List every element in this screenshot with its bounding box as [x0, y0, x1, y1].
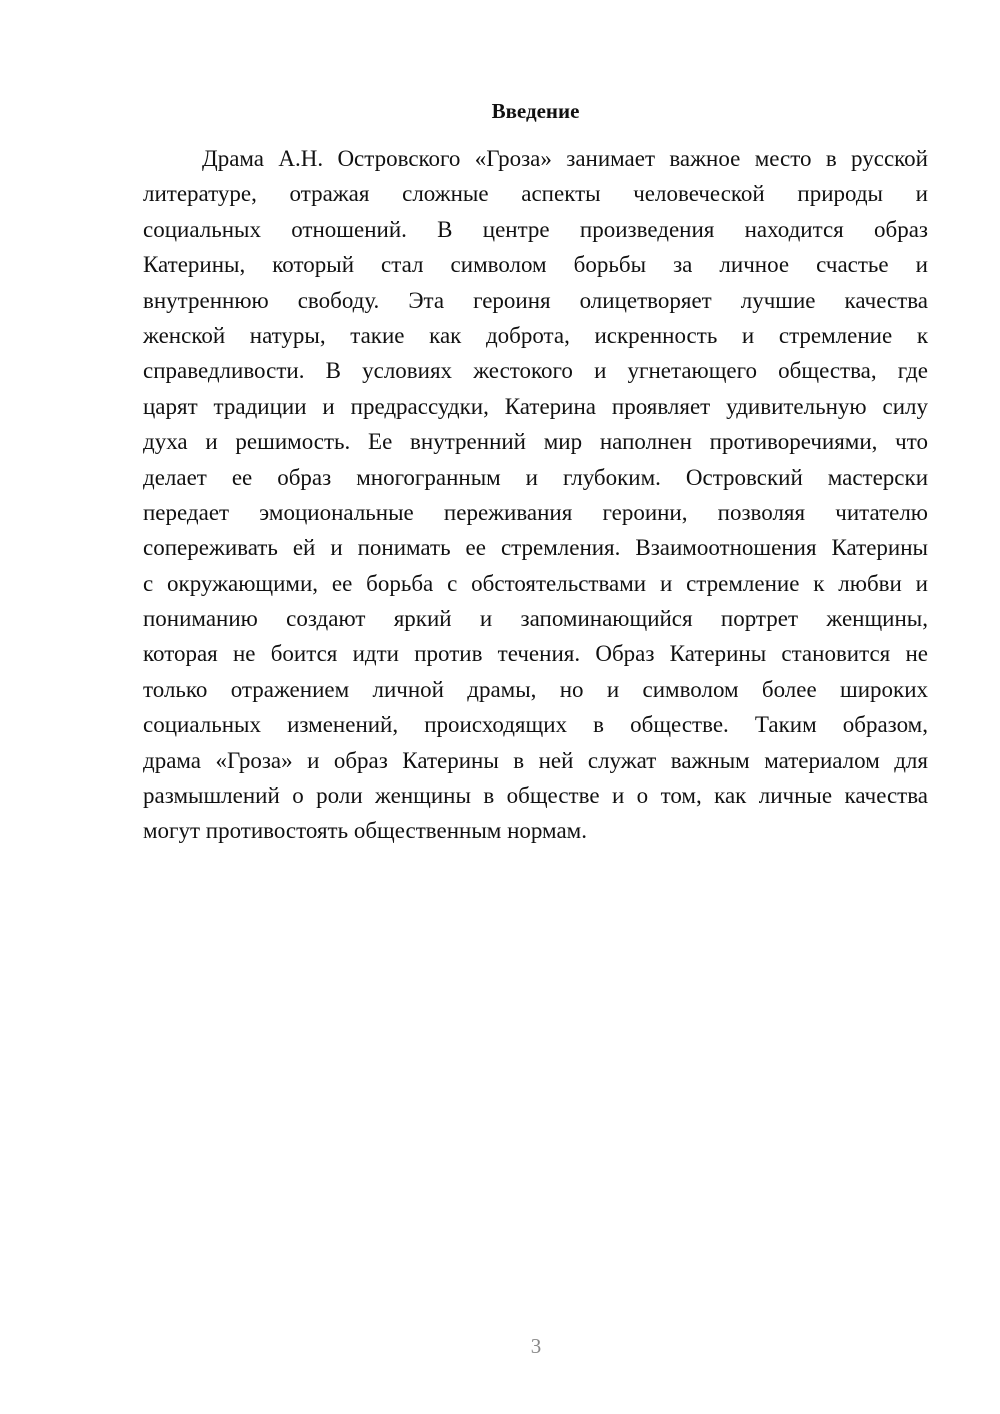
paragraph-line: с окружающими, ее борьба с обстоятельствами и стремление к любви и: [143, 570, 928, 596]
page-heading: Введение: [491, 99, 580, 123]
paragraph-line: женской натуры, такие как доброта, искренность и стремление к: [143, 322, 928, 348]
paragraph-line: Драма А.Н. Островского «Гроза» занимает важное место в русской: [202, 146, 928, 171]
paragraph-line: пониманию создают яркий и запоминающийся портрет женщины,: [143, 606, 928, 632]
paragraph-line: социальных отношений. В центре произведения находится образ: [143, 216, 928, 242]
paragraph-line: духа и решимость. Ее внутренний мир наполнен противоречиями, что: [143, 429, 928, 455]
body-paragraph: [143, 141, 928, 849]
paragraph-line: справедливости. В условиях жестокого и угнетающего общества, где: [143, 358, 928, 384]
paragraph-line: только отражением личной драмы, но и символом более широких: [143, 676, 928, 702]
paragraph-line: внутреннюю свободу. Эта героиня олицетворяет лучшие качества: [143, 287, 928, 313]
paragraph-line: литературе, отражая сложные аспекты человеческой природы и: [143, 181, 928, 207]
paragraph-line: сопереживать ей и понимать ее стремления. Взаимоотношения Катерины: [143, 535, 928, 561]
paragraph-line: размышлений о роли женщины в обществе и о том, как личные качества: [143, 783, 928, 809]
paragraph-line: делает ее образ многогранным и глубоким. Островский мастерски: [143, 464, 928, 490]
paragraph-line: передает эмоциональные переживания героини, позволяя читателю: [143, 499, 928, 525]
page-number: 3: [530, 1334, 542, 1358]
paragraph-line: могут противостоять общественным нормам.: [143, 818, 587, 844]
paragraph-line: которая не боится идти против течения. Образ Катерины становится не: [143, 641, 928, 667]
paragraph-line: Катерины, который стал символом борьбы за личное счастье и: [143, 252, 928, 278]
paragraph-line: драма «Гроза» и образ Катерины в ней служат важным материалом для: [143, 747, 928, 773]
paragraph-line: социальных изменений, происходящих в обществе. Таким образом,: [143, 712, 928, 738]
paragraph-line: царят традиции и предрассудки, Катерина проявляет удивительную силу: [143, 393, 928, 419]
